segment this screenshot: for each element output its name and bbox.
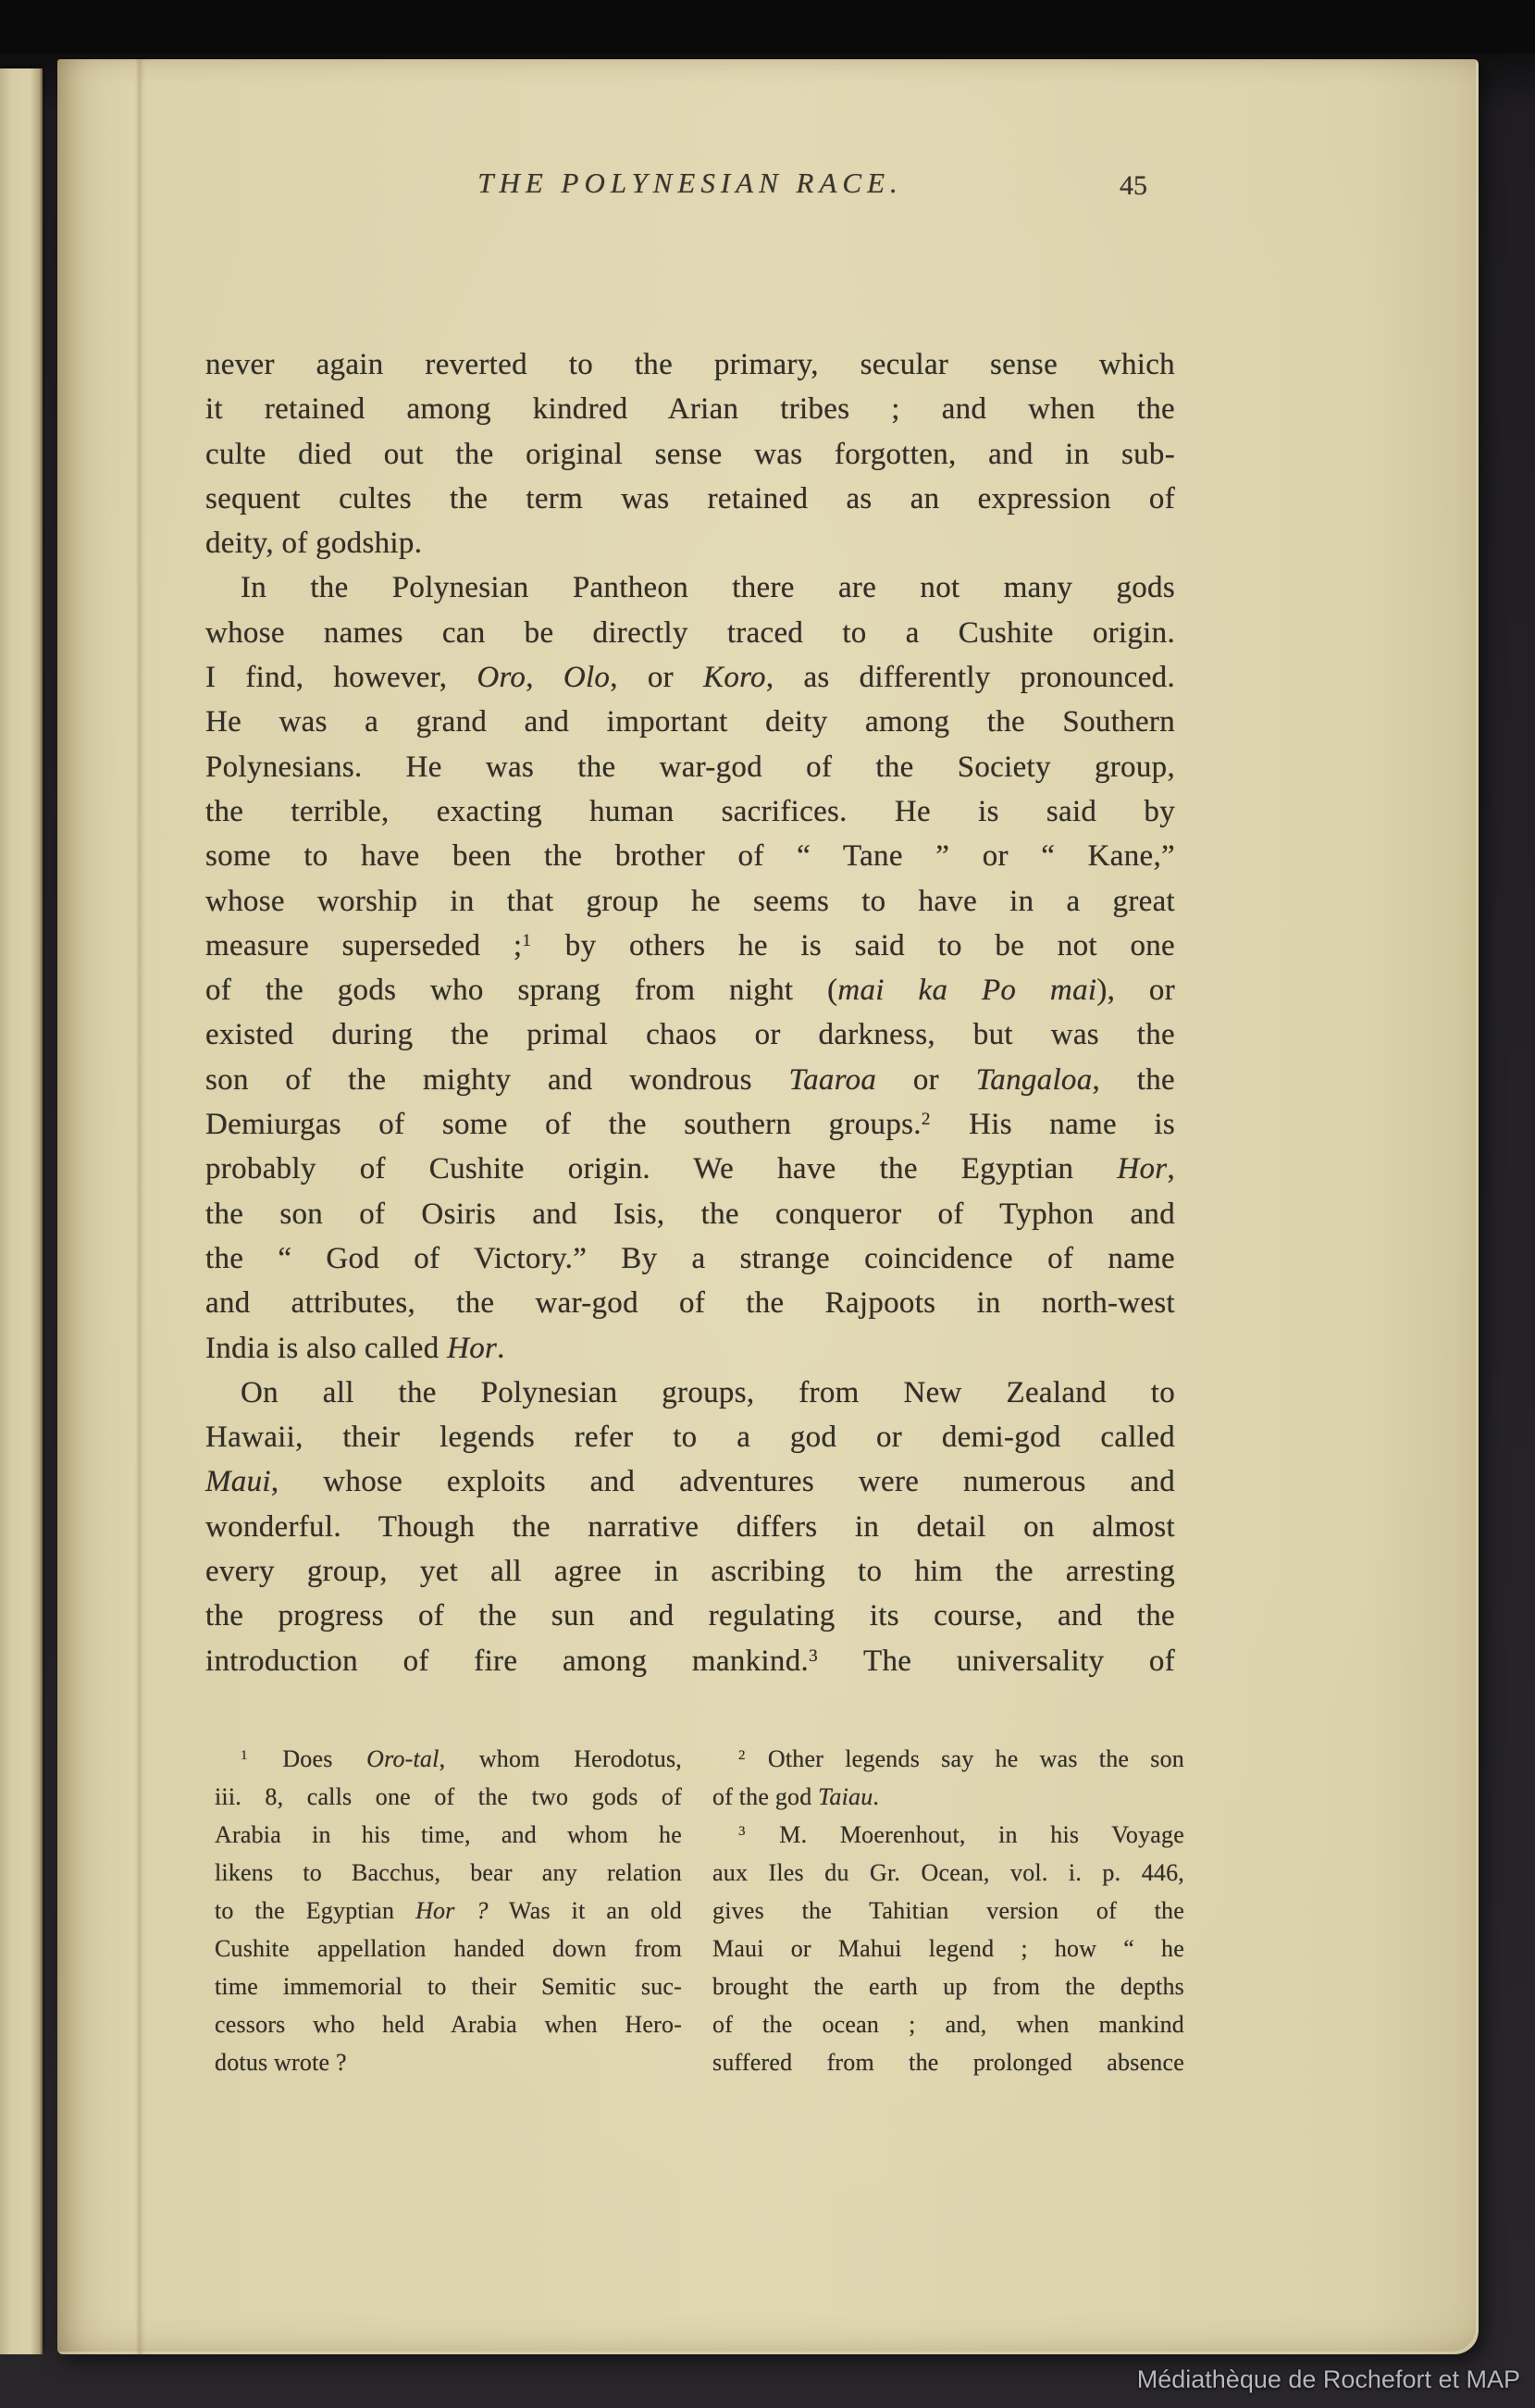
text-line: never again reverted to the primary, secular sense which	[205, 348, 1175, 381]
footnote-column-left	[215, 1740, 682, 2081]
footnote-line: Cushite appellation handed down from	[215, 1935, 682, 1962]
text-line: of the gods who sprang from night (mai ka Po mai), or	[205, 974, 1175, 1008]
footnote-line: $^2$ Other legends say he was the son	[738, 1745, 1184, 1772]
footnote-line: dotus wrote ?	[215, 2049, 347, 2076]
text-line: probably of Cushite origin. We have the Egyptian Hor,	[205, 1152, 1175, 1186]
body-text	[205, 342, 1175, 1683]
footnote-line: $^1$ Does Oro-tal, whom Herodotus,	[241, 1745, 683, 1772]
footnote-line: of the ocean ; and, when mankind	[712, 2011, 1184, 2038]
text-line: the son of Osiris and Isis, the conqueror of Typhon and	[205, 1197, 1175, 1231]
text-line: whose worship in that group he seems to have in a great	[205, 884, 1175, 918]
footnote-line: $^3$ M. Moerenhout, in his Voyage	[738, 1821, 1184, 1848]
footnote-line: to the Egyptian Hor ? Was it an old	[215, 1897, 682, 1924]
text-line: Polynesians. He was the war-god of the Society group,	[205, 750, 1175, 784]
footnote-line: Arabia in his time, and whom he	[215, 1821, 682, 1848]
text-line: the progress of the sun and regulating its course, and the	[205, 1599, 1175, 1633]
book-page	[57, 59, 1479, 2354]
archive-watermark: Médiathèque de Rochefort et MAP	[1136, 2365, 1520, 2393]
text-line: I find, however, Oro, Olo, or Koro, as differently pronounced.	[205, 661, 1175, 695]
text-line: and attributes, the war-god of the Rajpoots in north-west	[205, 1286, 1175, 1321]
facing-page-edge	[0, 68, 43, 2354]
photo-top-band	[0, 0, 1535, 54]
text-line: every group, yet all agree in ascribing to him the arresting	[205, 1555, 1175, 1589]
text-line: son of the mighty and wondrous Taaroa or Tangaloa, the	[205, 1062, 1175, 1097]
text-line: sequent cultes the term was retained as an expression of	[205, 481, 1175, 515]
running-head: THE POLYNESIAN RACE.	[477, 167, 903, 199]
text-line: the terrible, exacting human sacrifices. He is said by	[205, 794, 1175, 828]
text-line: India is also called Hor.	[205, 1331, 505, 1365]
text-line: He was a grand and important deity among the Southern	[205, 705, 1175, 739]
text-line: Hawaii, their legends refer to a god or demi-god called	[205, 1421, 1175, 1455]
text-line: In the Polynesian Pantheon there are not many gods	[241, 571, 1175, 605]
text-line: some to have been the brother of “ Tane ” or “ Kane,”	[205, 839, 1175, 874]
footnote-line: gives the Tahitian version of the	[712, 1897, 1184, 1924]
text-line: whose names can be directly traced to a Cushite origin.	[205, 615, 1175, 650]
footnote-line: suffered from the prolonged absence	[712, 2049, 1184, 2076]
text-line: existed during the primal chaos or darkness, but was the	[205, 1018, 1175, 1052]
footnote-line: aux Iles du Gr. Ocean, vol. i. p. 446,	[712, 1859, 1184, 1886]
text-line: On all the Polynesian groups, from New Zealand to	[241, 1375, 1175, 1409]
text-line: Maui, whose exploits and adventures were numerous and	[205, 1465, 1175, 1499]
text-line: Demiurgas of some of the southern groups.$^2$ His name is	[205, 1108, 1175, 1142]
text-line: deity, of godship.	[205, 527, 423, 561]
footnote-line: likens to Bacchus, bear any relation	[215, 1859, 682, 1886]
text-line: measure superseded ;$^1$ by others he is said to be not one	[205, 928, 1175, 962]
text-line: wonderful. Though the narrative differs in detail on almost	[205, 1509, 1175, 1544]
footnote-column-right	[712, 1740, 1184, 2081]
text-line: the “ God of Victory.” By a strange coincidence of name	[205, 1241, 1175, 1275]
footnote-line: brought the earth up from the depths	[712, 1973, 1184, 2000]
footnote-line: cessors who held Arabia when Hero-	[215, 2011, 682, 2038]
footnote-line: iii. 8, calls one of the two gods of	[215, 1783, 682, 1810]
footnote-line: of the god Taiau.	[712, 1783, 880, 1810]
text-line: introduction of fire among mankind.$^3$ The universality of	[205, 1644, 1175, 1678]
text-line: it retained among kindred Arian tribes ; and when the	[205, 392, 1175, 427]
footnote-line: time immemorial to their Semitic suc-	[215, 1973, 682, 2000]
text-line: culte died out the original sense was forgotten, and in sub-	[205, 437, 1175, 471]
page-number: 45	[1120, 170, 1147, 201]
footnote-line: Maui or Mahui legend ; how “ he	[712, 1935, 1184, 1962]
